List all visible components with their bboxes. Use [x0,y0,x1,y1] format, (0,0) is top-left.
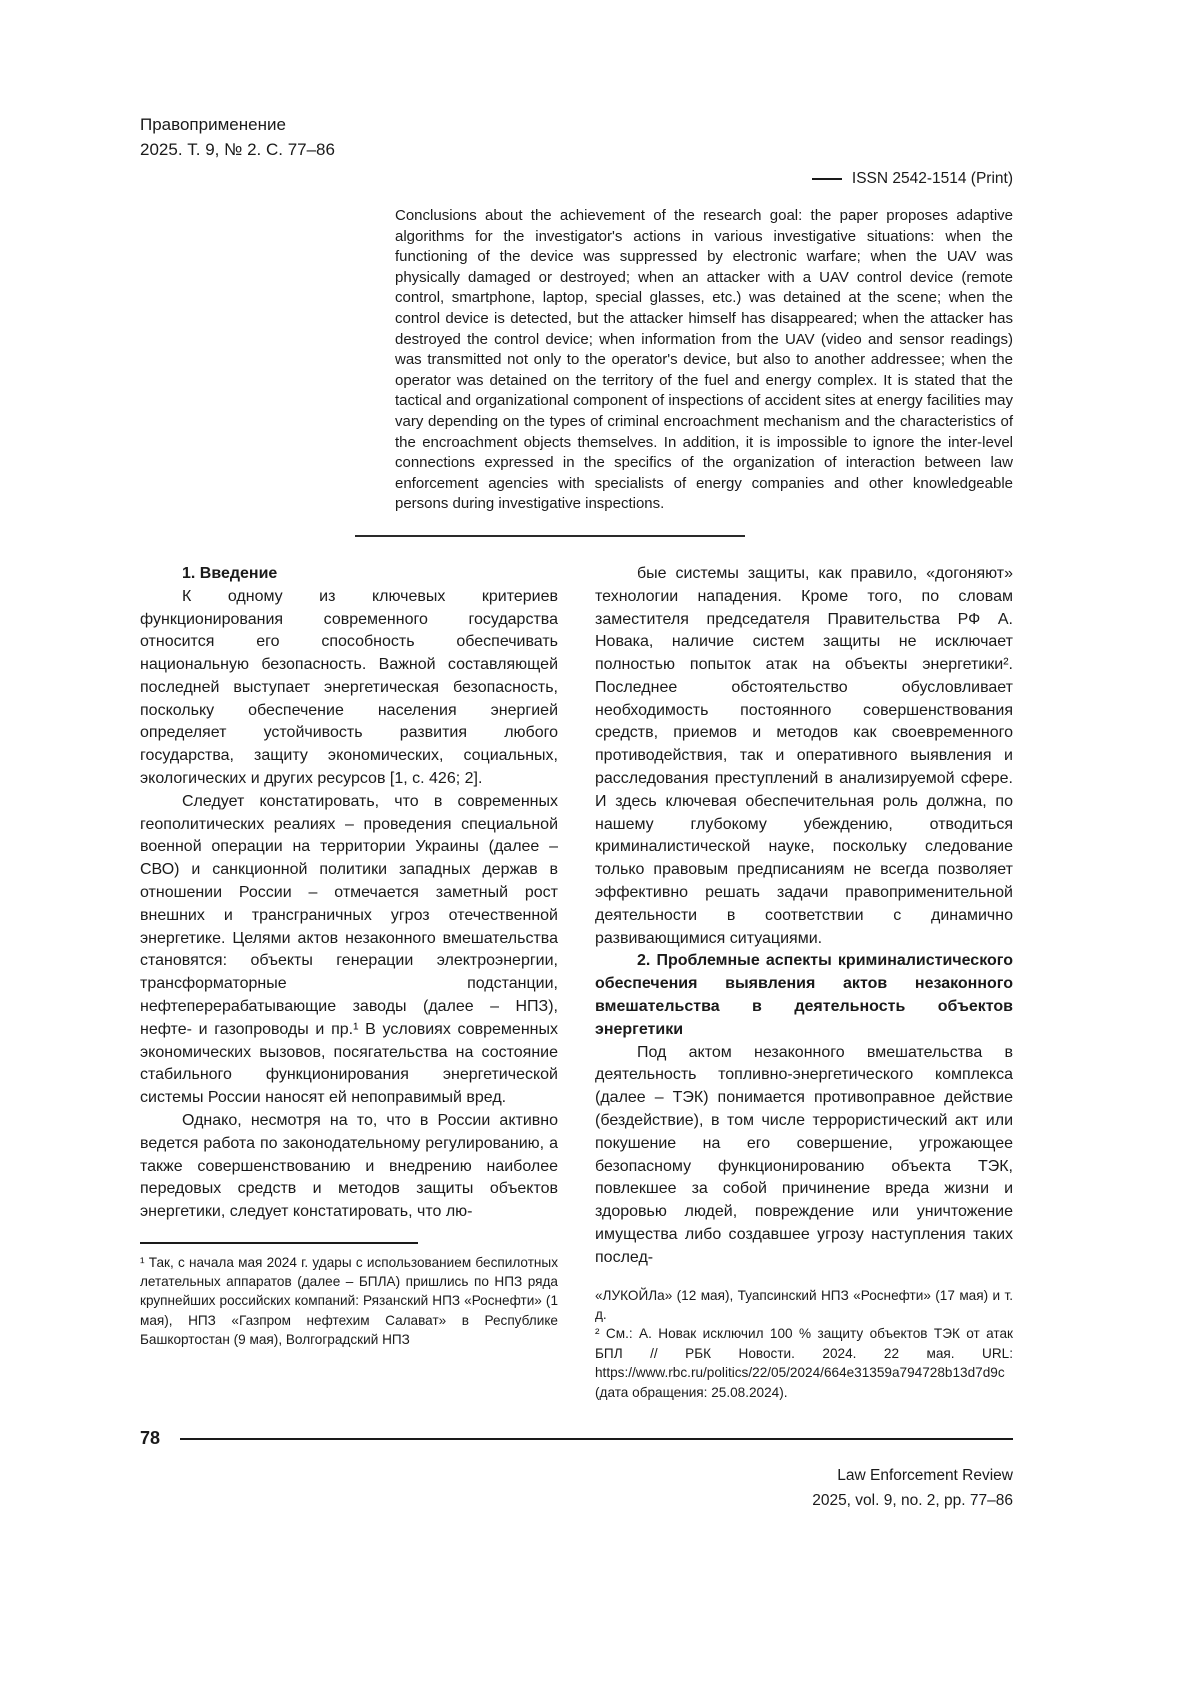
footer-rule [180,1438,1013,1440]
paragraph: Следует констатировать, что в современных геополитических реалиях – проведения специальной военной операции на территории Украины (далее – СВО) и санкционной политики западных держав в отношении России – отмечается заметный рост внешних и трансграничных угроз отечественной энергетике. Целями актов незаконного вмешательства становятся: объекты генерации электроэнергии, трансформаторные подстанции, нефтеперерабатывающие заводы (далее – НПЗ), нефте- и газопроводы и пр.¹ В условиях современных экономических вызовов, посягательства на состояние стабильного функционирования энергетической системы России наносят ей непоправимый вред. [140,792,558,1107]
paragraph: Под актом незаконного вмешательства в деятельность топливно-энергетического комплекса (далее – ТЭК) понимается противоправное действие (бездействие), в том числе террористический акт или покушение на его совершение, угрожающее безопасному функционированию объекта ТЭК, повлекшее за собой причинение вреда жизни и здоровью людей, повреждение или уничтожение имущества либо создавшее угрозу наступления таких послед- [595,1043,1013,1266]
footnote-rule [140,1242,418,1244]
abstract-en [395,206,1013,515]
issn-rule [812,178,842,180]
left-column [140,563,558,1402]
article-body [140,563,1013,1402]
right-footnotes [595,1286,1013,1402]
page-header [140,112,1013,162]
paragraph: К одному из ключевых критериев функционирования современного государства относится его способность обеспечивать национальную безопасность. Важной составляющей последней выступает энергетическая безопасность, поскольку обеспечение населения энергией определяет устойчивость развития любого государства, защиту экономических, социальных, экологических и других ресурсов [1, с. 426; 2]. [140,587,558,788]
footer-journal-info [140,1463,1013,1513]
footnote-2: ² См.: А. Новак исключил 100 % защиту объектов ТЭК от атак БПЛ // РБК Новости. 2024. 22 мая. URL: https://www.rbc.ru/politics/22/05/2024/664e31359a794728b13d7d9c (дата обращения: 25.08.2024). [595,1326,1013,1400]
journal-issue-ru: 2025. Т. 9, № 2. С. 77–86 [140,140,335,159]
journal-title-ru: Правоприменение [140,115,286,134]
section-heading-2: 2. Проблемные аспекты криминалистического обеспечения выявления актов незаконного вмешательства в деятельность объектов энергетики [595,952,1013,1038]
page-number: 78 [140,1428,161,1449]
section-divider [355,535,745,537]
paragraph: Однако, несмотря на то, что в России активно ведется работа по законодательному регулированию, а также совершенствованию и внедрению наиболее передовых средств и методов защиты объектов энергетики, следует констатировать, что лю- [140,1112,558,1221]
footnote-1-continuation: «ЛУКОЙЛа» (12 мая), Туапсинский НПЗ «Роснефти» (17 мая) и т. д. [595,1287,1013,1323]
footnote-1: ¹ Так, с начала мая 2024 г. удары с использованием беспилотных летательных аппаратов (далее – БПЛА) пришлись по НПЗ ряда крупнейших российских компаний: Рязанский НПЗ «Роснефти» (1 мая), НПЗ «Газпром нефтехим Салават» в Республике Башкортостан (9 мая), Волгоградский НПЗ [140,1254,558,1348]
journal-title-en: Law Enforcement Review [837,1467,1013,1485]
section-heading-1: 1. Введение [182,564,278,582]
right-column [595,563,1013,1402]
page-footer [140,1428,1013,1513]
issn-label: ISSN 2542-1514 (Print) [851,170,1013,187]
page-number-row [140,1428,1013,1449]
journal-issue-en: 2025, vol. 9, no. 2, pp. 77–86 [812,1492,1013,1510]
issn-row [140,168,1013,190]
paragraph: бые системы защиты, как правило, «догоняют» технологии нападения. Кроме того, по словам заместителя председателя Правительства РФ А. Новака, наличие систем защиты не исключает полностью попыток атак на объекты энергетики². Последнее обстоятельство обусловливает необходимость постоянного совершенствования средств, приемов и методов как своевременного противодействия, так и оперативного выявления и расследования преступлений в анализируемой сфере. И здесь ключевая обеспечительная роль должна, по нашему глубокому убеждению, отводиться криминалистической науке, поскольку следование только правовым предписаниям не всегда позволяет эффективно решать задачи правоприменительной деятельности в соответствии с динамично развивающимися ситуациями. [595,564,1013,947]
abstract-paragraph: Conclusions about the achievement of the research goal: the paper proposes adaptive algorithms for the investigator's actions in various investigative situations: when the functioning of the device was suppressed by electronic warfare; when the UAV was physically damaged or destroyed; when an attacker with a UAV control device (remote control, smartphone, laptop, special glasses, etc.) was detained at the scene; when the control device is detected, but the attacker himself has disappeared; when the attacker has destroyed the control device; when information from the UAV (video and sensor readings) was transmitted not only to the operator's device, but also to another addressee; when the operator was detained on the territory of the fuel and energy complex. It is stated that the tactical and organizational component of inspections of accident sites at energy facilities may vary depending on the types of criminal encroachment mechanism and the characteristics of the encroachment objects themselves. In addition, it is impossible to ignore the inter-level connections expressed in the specifics of the organization of interaction between law enforcement agencies with specialists of energy companies and other knowledgeable persons during investigative inspections. [395,207,1013,513]
